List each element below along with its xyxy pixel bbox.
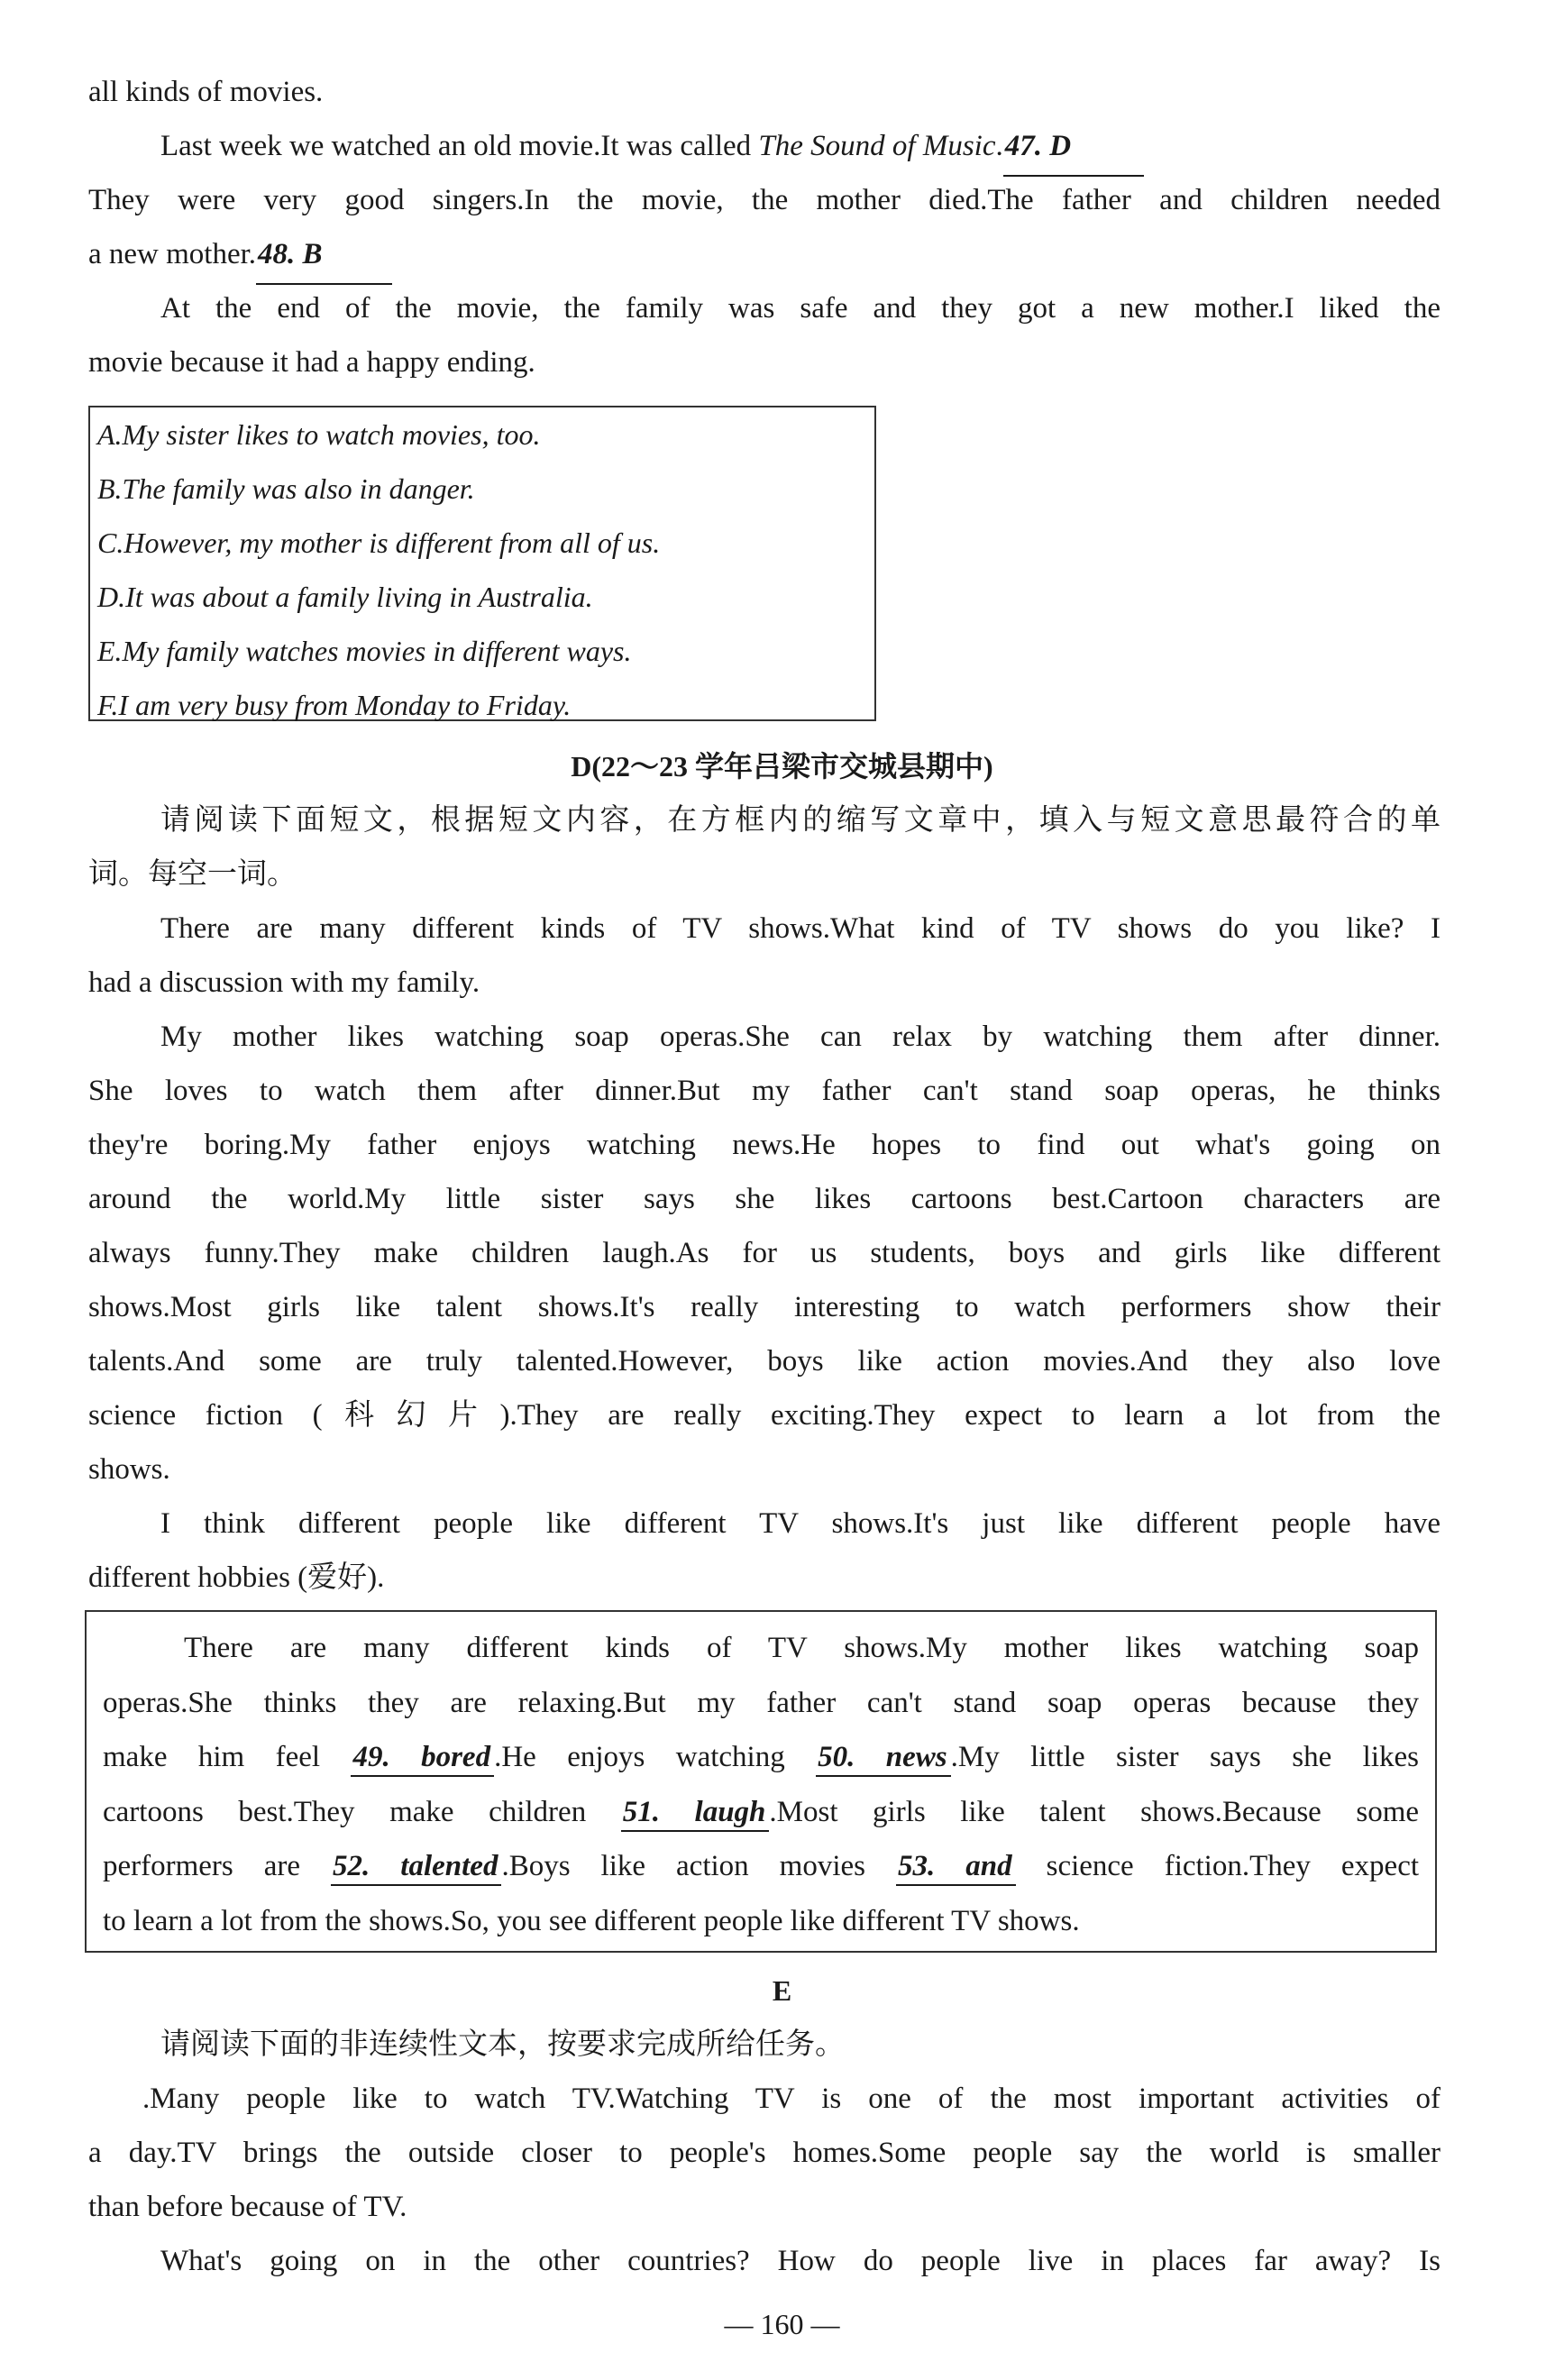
summary-line: operas.She thinks they are relaxing.But my father can't stand soap operas because they bbox=[103, 1686, 1419, 1719]
instruction-line: 请阅读下面短文，根据短文内容，在方框内的缩写文章中，填入与短文意思最符合的单 bbox=[160, 804, 1441, 837]
answer-53: 53. and bbox=[896, 1850, 1016, 1886]
passage-line: had a discussion with my family. bbox=[88, 966, 480, 999]
page-number: — 160 — bbox=[724, 2308, 840, 2340]
text-run: a new mother. bbox=[88, 238, 257, 270]
passage-line: What's going on in the other countries? How do people live in places far away? Is bbox=[160, 2245, 1441, 2277]
text-run: .Boys like action movies bbox=[501, 1850, 896, 1882]
answer-49: 49. bored bbox=[351, 1741, 494, 1777]
passage-line: My mother likes watching soap operas.She can relax by watching them after dinner. bbox=[160, 1021, 1441, 1053]
text-run: performers are bbox=[103, 1850, 332, 1882]
passage-line: always funny.They make children laugh.As for us students, boys and girls like different bbox=[88, 1237, 1441, 1269]
passage-line: a day.TV brings the outside closer to people's homes.Some people say the world is smaller bbox=[88, 2137, 1441, 2169]
passage-line: shows. bbox=[88, 1453, 170, 1486]
passage-line: science fiction (科幻片).They are really exciting.They expect to learn a lot from the bbox=[88, 1399, 1441, 1432]
text-run: science fiction.They expect bbox=[1015, 1850, 1420, 1882]
answer-52: 52. talented bbox=[331, 1850, 501, 1886]
text-run: make him feel bbox=[103, 1741, 352, 1773]
text-run: .He enjoys watching bbox=[494, 1741, 817, 1773]
option-c: C.However, my mother is different from all of us. bbox=[97, 526, 661, 559]
passage-line bbox=[88, 227, 392, 285]
passage-line: .Many people like to watch TV.Watching TV is one of the most important activities of bbox=[142, 2082, 1441, 2115]
option-d: D.It was about a family living in Australia. bbox=[97, 581, 593, 613]
passage-line: They were very good singers.In the movie, the mother died.The father and children needed bbox=[88, 184, 1441, 216]
answer-50: 50. news bbox=[816, 1741, 951, 1777]
passage-line: shows.Most girls like talent shows.It's really interesting to watch performers show their bbox=[88, 1291, 1441, 1323]
text-run: . bbox=[995, 130, 1003, 162]
option-f: F.I am very busy from Monday to Friday. bbox=[97, 689, 572, 721]
passage-line: all kinds of movies. bbox=[88, 76, 324, 108]
passage-line: they're boring.My father enjoys watching news.He hopes to find out what's going on bbox=[88, 1129, 1441, 1161]
instruction-line: 请阅读下面的非连续性文本，按要求完成所给任务。 bbox=[160, 2028, 845, 2061]
summary-box bbox=[85, 1610, 1437, 1953]
passage-line: She loves to watch them after dinner.But my father can't stand soap operas, he thinks bbox=[88, 1075, 1441, 1107]
passage-line: different hobbies (爱好). bbox=[88, 1561, 385, 1594]
movie-title: The Sound of Music bbox=[758, 130, 996, 162]
option-e: E.My family watches movies in different ways. bbox=[97, 635, 632, 667]
passage-line bbox=[160, 119, 1144, 177]
passage-line: movie because it had a happy ending. bbox=[88, 346, 535, 379]
passage-line: At the end of the movie, the family was safe and they got a new mother.I liked the bbox=[160, 292, 1441, 325]
passage-line: There are many different kinds of TV shows.What kind of TV shows do you like? I bbox=[160, 912, 1441, 945]
text-run: .My little sister says she likes bbox=[950, 1741, 1419, 1773]
text-run: Last week we watched an old movie.It was called bbox=[160, 130, 759, 162]
answer-47: 47. D bbox=[1003, 119, 1144, 177]
summary-line bbox=[103, 1730, 1419, 1785]
passage-line: talents.And some are truly talented.However, boys like action movies.And they also love bbox=[88, 1345, 1441, 1378]
text-run: cartoons best.They make children bbox=[103, 1795, 621, 1828]
answer-51: 51. laugh bbox=[621, 1796, 770, 1832]
summary-line: There are many different kinds of TV shows.My mother likes watching soap bbox=[184, 1632, 1419, 1664]
option-b: B.The family was also in danger. bbox=[97, 472, 475, 505]
text-run: .Most girls like talent shows.Because some bbox=[769, 1795, 1420, 1828]
instruction-line: 词。每空一词。 bbox=[88, 858, 297, 891]
passage-line: I think different people like different TV shows.It's just like different people have bbox=[160, 1507, 1441, 1540]
options-box bbox=[88, 406, 876, 721]
passage-line: around the world.My little sister says she likes cartoons best.Cartoon characters are bbox=[88, 1183, 1441, 1215]
section-e-heading: E bbox=[772, 1974, 792, 2007]
summary-line bbox=[103, 1839, 1419, 1894]
answer-48: 48. B bbox=[256, 227, 392, 285]
section-d-heading: D(22～23 学年吕梁市交城县期中) bbox=[571, 750, 993, 783]
summary-line bbox=[103, 1785, 1419, 1840]
summary-line: to learn a lot from the shows.So, you see different people like different TV shows. bbox=[103, 1904, 1080, 1937]
option-a: A.My sister likes to watch movies, too. bbox=[97, 418, 541, 451]
passage-line: than before because of TV. bbox=[88, 2191, 407, 2223]
